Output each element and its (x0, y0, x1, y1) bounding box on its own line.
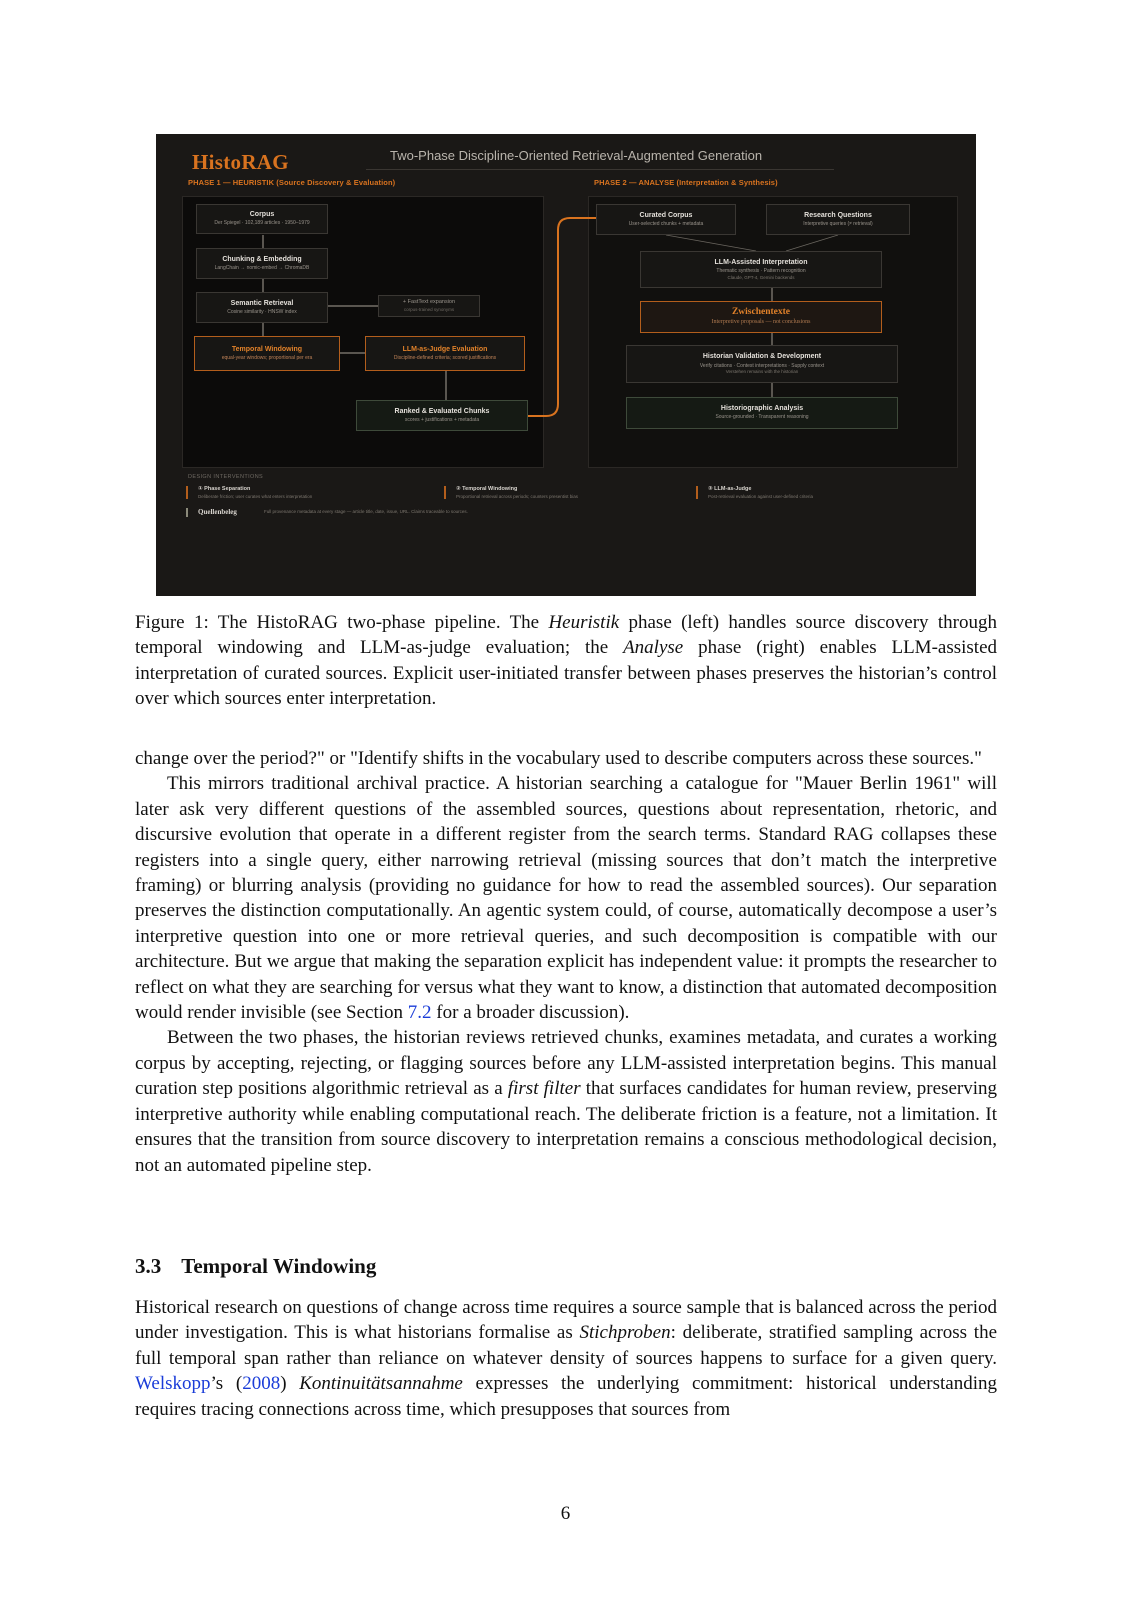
node-research-questions: Research Questions Interpretive queries (≠ retrieval) (766, 204, 910, 235)
node-temporal-windowing: Temporal Windowing equal-year windows; proportional per era (194, 336, 340, 371)
section-number: 3.3 (135, 1254, 162, 1278)
node-ranked-chunks: Ranked & Evaluated Chunks scores + justifications + metadata (356, 400, 528, 431)
section-link[interactable]: 7.2 (407, 1002, 432, 1024)
paragraph-continuation: change over the period?" or "Identify shifts in the vocabulary used to describe computers across these sources." (135, 748, 982, 769)
node-chunking: Chunking & Embedding LangChain → nomic-embed → ChromaDB (196, 248, 328, 279)
page-number: 6 (560, 1503, 571, 1524)
node-llm-judge: LLM-as-Judge Evaluation Discipline-defined criteria; scored justifications (365, 336, 525, 371)
node-zwischentexte: Zwischentexte Interpretive proposals — not conclusions (640, 301, 882, 333)
phase2-label: PHASE 2 — ANALYSE (Interpretation & Synthesis) (594, 178, 778, 187)
paragraph-archival-practice: This mirrors traditional archival practice. A historian searching a catalogue for "Mauer Berlin 1961" will later ask very different questions of the assembled sources, questions about representation, rhetoric, and discursive evolution that operate in a different register from the search terms. Standard RAG collapses these registers into a single query, either narrowing retrieval (missing sources that don’t match the interpretive framing) or blurring analysis (providing no guidance for how to read the assembled sources). Our separation preserves the distinction computationally. An agentic system could, of course, automatically decompose a user’s interpretive question into one or more retrieval queries, and such decomposition is compatible with our architecture. But we argue that making the separation explicit has independent value: it prompts the researcher to reflect on what they are searching for versus what they want to know, a distinction that automated decomposition would render invisible (see Section 7.2 for a broader discussion). (135, 773, 997, 1024)
node-fasttext: + FastText expansion corpus-trained synonyms (378, 295, 480, 317)
node-corpus: Corpus Der Spiegel · 102,189 articles · 1950–1979 (196, 204, 328, 234)
figure-caption: Figure 1: The HistoRAG two-phase pipeline. The Heuristik phase (left) handles source discovery through temporal windowing and LLM-as-judge evaluation; the Analyse phase (right) enables LLM-assisted interpretation of curated sources. Explicit user-initiated transfer between phases preserves the historian’s control over which sources enter interpretation. (135, 612, 998, 709)
connector-questions-llm (786, 235, 838, 251)
transfer-arrow (528, 218, 596, 416)
design-interventions-heading: DESIGN INTERVENTIONS (188, 474, 264, 480)
figure-title: Two-Phase Discipline-Oriented Retrieval-Augmented Generation (390, 148, 763, 163)
citation-year-link[interactable]: 2008 (242, 1373, 281, 1395)
section-title: Temporal Windowing (181, 1254, 377, 1278)
section-heading (135, 1254, 376, 1279)
body-text-upper (135, 746, 997, 1178)
node-curated-corpus: Curated Corpus User-selected chunks + metadata (596, 204, 736, 235)
node-semantic-retrieval: Semantic Retrieval Cosine similarity · HNSW index (196, 292, 328, 323)
pipeline-figure: HistoRAG Two-Phase Discipline-Oriented Retrieval-Augmented Generation PHASE 1 — HEURISTIK (Source Discovery & Evaluation) PHASE 2 — ANALYSE (Interpretation & Synthesis) Corpus Der Spiegel · 102,189 articles · 1950–1979 Chunking & Embedding LangChain → nomic-embed → ChromaDB Semantic Retrieval Cosine similarity · HNSW index + FastText expansion corpus-trained synonyms Temporal Windowing equal-year windows; proportional per era LLM-as-Judge Evaluation Discipline-defined criteria; scored justifications Ranked & Evaluated Chunks scores + justifications + metadata Curated Corpus User-selected chunks + metadata Research Questions Interpretive queries (≠ retrieval) LLM-Assisted Interpretation Thematic synthesis · Pattern recognition Claude, GPT-4, Gemini backends Zwischentexte Interpretive proposals — not conclusions Historian Validation & Development Verify citations · Contest interpretations · Supply context Verstehen remains with the historian Historiographic Analysis Source-grounded · Transparent reasoning DESIGN INTERVENTIONS ① Phase Separation Deliberate friction; user curates what enters interpretation ② Temporal Windowing Proportional retrieval across periods; counters presentist bias ③ LLM-as-Judge Post-retrieval evaluation against user-defined criteria Quellenbeleg Full provenance metadata at every stage — article title, date, issue, URL. Claims traceable to sources. (156, 134, 976, 596)
node-llm-interpretation: LLM-Assisted Interpretation Thematic synthesis · Pattern recognition Claude, GPT-4, Gemini backends (640, 251, 882, 288)
citation-author-link[interactable]: Welskopp (135, 1373, 211, 1395)
connector-curated-llm (666, 235, 756, 251)
paragraph-curation: Between the two phases, the historian reviews retrieved chunks, examines metadata, and curates a working corpus by accepting, rejecting, or flagging sources before any LLM-assisted interpretation begins. This manual curation step positions algorithmic retrieval as a first filter that surfaces candidates for human review, preserving interpretive authority while enabling computational reach. The deliberate friction is a feature, not a limitation. It ensures that the transition from source discovery to interpretation remains a conscious methodological decision, not an automated pipeline step. (135, 1027, 997, 1176)
figure-brand: HistoRAG (192, 150, 289, 174)
phase1-label: PHASE 1 — HEURISTIK (Source Discovery & Evaluation) (188, 178, 396, 187)
paragraph-temporal: Historical research on questions of change across time requires a source sample that is balanced across the period under investigation. This is what historians formalise as Stichproben: deliberate, stratified sampling across the full temporal span rather than reliance on whatever density of sources happens to surface for a given query. Welskopp’s (2008) Kontinuitätsannahme expresses the underlying commitment: historical understanding requires tracing connections across time, which presupposes that sources from (135, 1297, 998, 1420)
node-historian-validation: Historian Validation & Development Verify citations · Contest interpretations · Supply context Verstehen remains with the historian (626, 345, 898, 383)
body-text-lower (135, 1295, 997, 1422)
node-historiographic-analysis: Historiographic Analysis Source-grounded · Transparent reasoning (626, 397, 898, 429)
